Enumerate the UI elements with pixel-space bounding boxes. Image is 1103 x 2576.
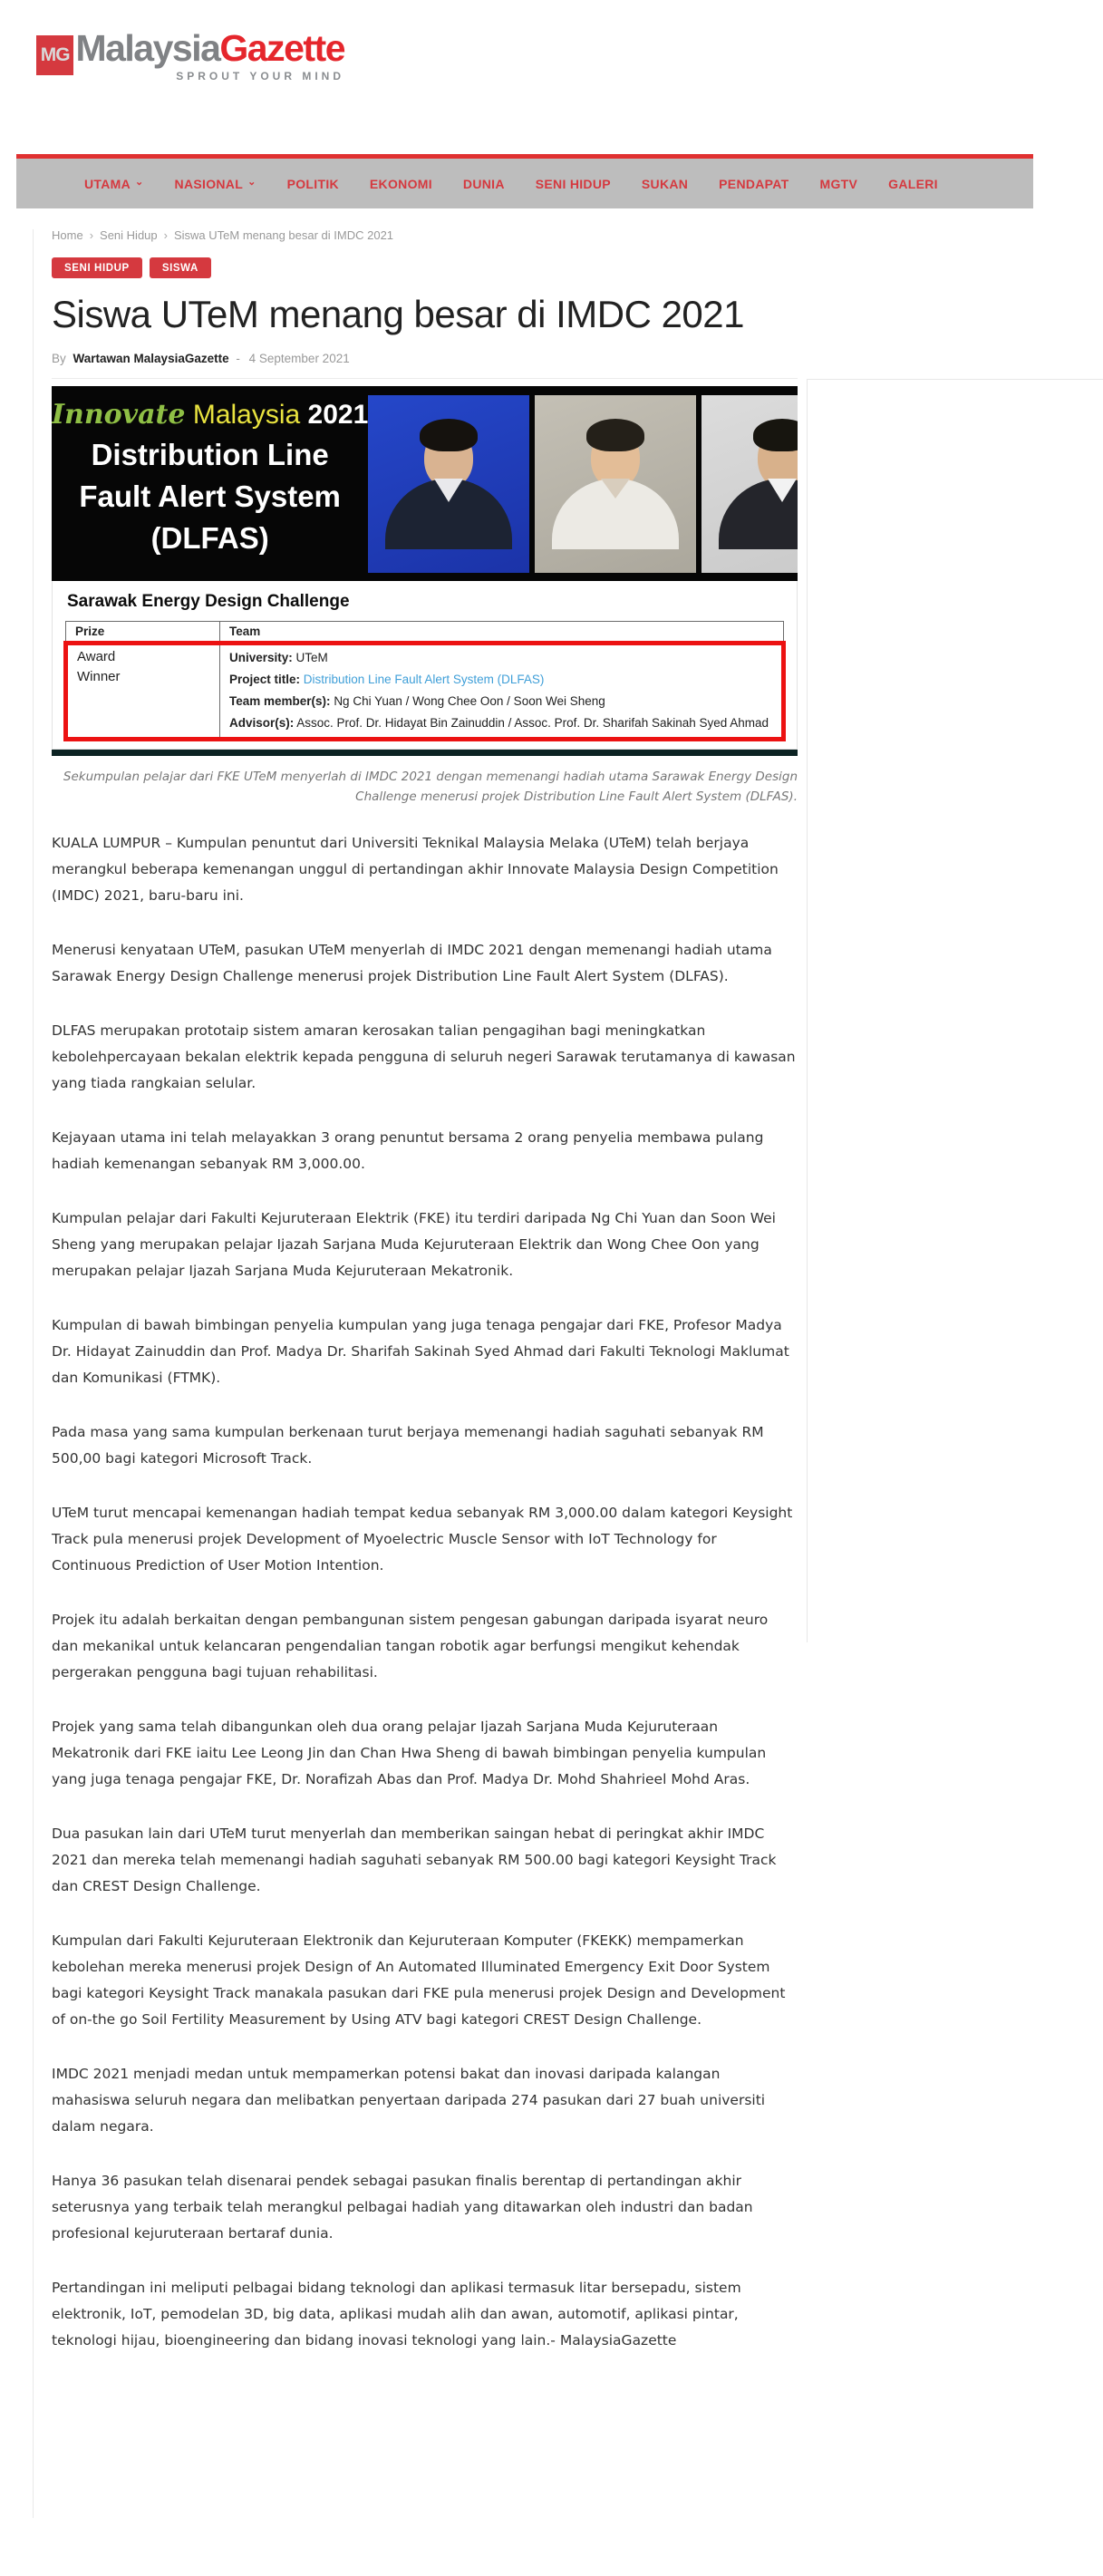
mg-logo-icon: [36, 35, 73, 75]
project-line-1: Distribution Line: [91, 437, 329, 471]
main-navigation: [16, 154, 1033, 208]
featured-image-banner: [52, 386, 798, 581]
chevron-down-icon: ⌄: [247, 177, 256, 188]
article-paragraph: Pada masa yang sama kumpulan berkenaan turut berjaya memenangi hadiah saguhati sebanyak RM 500,00 bagi kategori Microsoft Track.: [52, 1423, 764, 1467]
chevron-down-icon: ⌄: [135, 177, 144, 188]
nav-item-sukan[interactable]: SUKAN: [641, 176, 689, 191]
nav-item-galeri[interactable]: GALERI: [888, 176, 938, 191]
tag-siswa[interactable]: SISWA: [150, 257, 211, 278]
nav-item-politik[interactable]: POLITIK: [286, 176, 339, 191]
logo-initial-m: MG: [40, 44, 70, 65]
team-member-photo: [701, 395, 798, 573]
sidebar-widget-area: [807, 379, 1103, 1642]
project-line-2: Fault Alert System: [79, 479, 341, 513]
brand-name-red: Gazette: [219, 27, 344, 69]
article-paragraph: DLFAS merupakan prototaip sistem amaran kerosakan talian pengagihan bagi meningkatkan kebolehpercayaan bekalan elektrik kepada pengguna di seluruh negeri Sarawak terutamanya di kawasan yang tiada rangkaian selular.: [52, 1022, 796, 1092]
tag-list: [52, 257, 798, 278]
prize-value: Award Winner: [77, 648, 121, 684]
featured-image-bottom-strip: [52, 750, 798, 756]
article-paragraph: Hanya 36 pasukan telah disenarai pendek sebagai pasukan finalis berentap di pertandingan akhir seterusnya yang terbaik telah merangkul pelbagai hadiah yang ditawarkan oleh industri dan badan profesional kejuruteraan bertaraf dunia.: [52, 2172, 753, 2242]
nav-item-seni-hidup[interactable]: SENI HIDUP: [535, 176, 611, 191]
article-paragraph: Projek itu adalah berkaitan dengan pembangunan sistem pengesan gabungan daripada isyarat neuro dan mekanikal untuk kelancaran pengendalian tangan robotik agar berfungsi mengikut kehendak pergerakan pengguna bagi tujuan rehabilitasi.: [52, 1611, 769, 1680]
nav-item-nasional[interactable]: NASIONAL ⌄: [174, 176, 256, 191]
nav-item-dunia[interactable]: DUNIA: [462, 176, 505, 191]
article-paragraph: Projek yang sama telah dibangunkan oleh dua orang pelajar Ijazah Sarjana Muda Kejuruteraan Mekatronik dari FKE iaitu Lee Leong Jin dan Chan Hwa Sheng di bawah bimbingan penyelia kumpulan yang juga tenaga pengajar FKE, Dr. Norafizah Abas dan Prof. Madya Dr. Mohd Shahrieel Mohd Aras.: [52, 1718, 767, 1787]
challenge-result-panel: [52, 581, 798, 750]
breadcrumb-separator-icon: ›: [89, 228, 94, 242]
prize-table: [63, 621, 786, 741]
nav-item-utama[interactable]: UTAMA ⌄: [84, 176, 144, 191]
breadcrumb-seni-hidup[interactable]: Seni Hidup: [100, 228, 158, 242]
article-paragraph: IMDC 2021 menjadi medan untuk mempamerkan potensi bakat dan inovasi daripada kalangan mahasiswa seluruh negara dan melibatkan penyertaan daripada 274 pasukan dari 27 buah universiti dalam negara.: [52, 2065, 766, 2135]
page-title: Siswa UTeM menang besar di IMDC 2021: [52, 293, 745, 335]
team-project-title: Project title: Distribution Line Fault Alert System (DLFAS): [229, 672, 545, 686]
breadcrumb-home[interactable]: Home: [52, 228, 83, 242]
table-row: [66, 643, 784, 739]
article-paragraph: Menerusi kenyataan UTeM, pasukan UTeM menyerlah di IMDC 2021 dengan memenangi hadiah utama Sarawak Energy Design Challenge menerusi projek Distribution Line Fault Alert System (DLFAS).: [52, 942, 772, 985]
project-line-3: (DLFAS): [150, 520, 269, 555]
breadcrumb-current: Siswa UTeM menang besar di IMDC 2021: [173, 228, 394, 242]
site-tagline: SPROUT YOUR MIND: [176, 70, 344, 83]
article-body: [52, 830, 798, 2353]
tag-seni-hidup[interactable]: SENI HIDUP: [52, 257, 142, 278]
article-paragraph: Kejayaan utama ini telah melayakkan 3 orang penuntut bersama 2 orang penyelia membawa pulang hadiah kemenangan sebanyak RM 3,000.00.: [52, 1129, 764, 1173]
nav-item-mgtv[interactable]: MGTV: [819, 176, 858, 191]
prize-table-header-team: Team: [220, 621, 784, 643]
team-advisors: Advisor(s): Assoc. Prof. Dr. Hidayat Bin Zainuddin / Assoc. Prof. Dr. Sharifah Sakinah Syed Ahmad: [229, 716, 769, 731]
event-name-word: Malaysia: [192, 399, 301, 430]
team-university: University: UTeM: [229, 650, 328, 664]
team-member-photo: [368, 395, 529, 573]
author-link[interactable]: Wartawan MalaysiaGazette: [73, 351, 229, 365]
team-members: Team member(s): Ng Chi Yuan / Wong Chee Oon / Soon Wei Sheng: [229, 694, 605, 709]
team-photos: [368, 386, 798, 581]
article-paragraph: Pertandingan ini meliputi pelbagai bidang teknologi dan aplikasi termasuk litar bersepadu, sistem elektronik, IoT, pemodelan 3D, big data, aplikasi mudah alih dan awan, automotif, aplikasi pintar, teknologi hijau, bioengineering dan bidang inovasi teknologi yang lain.- MalaysiaGazette: [52, 2279, 741, 2348]
prize-table-header-prize: Prize: [66, 621, 220, 643]
brand-name-gray: Malaysia: [75, 27, 220, 69]
byline-prefix: By: [52, 351, 66, 365]
site-header: [0, 0, 1103, 154]
nav-item-ekonomi[interactable]: EKONOMI: [369, 176, 432, 191]
breadcrumb-separator-icon: ›: [163, 228, 168, 242]
article-content: [52, 228, 798, 2354]
site-title: [75, 27, 344, 70]
article-paragraph: Dua pasukan lain dari UTeM turut menyerlah dan memberikan saingan hebat di peringkat akhir IMDC 2021 dan mereka telah memenangi hadiah saguhati sebanyak RM 500.00 bagi kategori Keysight Track dan CREST Design Challenge.: [52, 1825, 777, 1894]
content-left-divider: [33, 229, 34, 2518]
project-name: [52, 434, 368, 560]
article-paragraph: Kumpulan dari Fakulti Kejuruteraan Elektronik dan Kejuruteraan Komputer (FKEKK) mempamerkan kebolehan mereka menerusi projek Design of An Automated Illuminated Emergency Exit Door System bagi kategori Keysight Track manakala pasukan dari FKE pula menerusi projek Design and Development of on-the go Soil Fertility Measurement by Using ATV bagi kategori CREST Design Challenge.: [52, 1932, 786, 2028]
featured-image: [52, 386, 798, 756]
breadcrumb: [52, 228, 798, 242]
challenge-title: Sarawak Energy Design Challenge: [67, 591, 350, 611]
site-logo[interactable]: [36, 27, 344, 82]
image-caption: Sekumpulan pelajar dari FKE UTeM menyerlah di IMDC 2021 dengan memenangi hadiah utama Sarawak Energy Design Challenge menerusi projek Distribution Line Fault Alert System (DLFAS).: [63, 769, 798, 804]
event-script-word: Innovate: [52, 398, 186, 431]
event-year: 2021: [307, 399, 369, 430]
article-paragraph: KUALA LUMPUR – Kumpulan penuntut dari Universiti Teknikal Malaysia Melaka (UTeM) telah berjaya merangkul beberapa kemenangan unggul di pertandingan akhir Innovate Malaysia Design Competition (IMDC) 2021, baru-baru ini.: [52, 835, 779, 905]
article-paragraph: Kumpulan pelajar dari Fakulti Kejuruteraan Elektrik (FKE) itu terdiri daripada Ng Chi Yuan dan Soon Wei Sheng yang merupakan pelajar Ijazah Sarjana Muda Kejuruteraan Elektrik dan Wong Chee Oon yang merupakan pelajar Ijazah Sarjana Muda Kejuruteraan Mekatronik.: [52, 1210, 776, 1280]
article-paragraph: UTeM turut mencapai kemenangan hadiah tempat kedua sebanyak RM 3,000.00 dalam kategori Keysight Track pula menerusi projek Development of Myoelectric Muscle Sensor with IoT Technology for Continuous Prediction of User Motion Intention.: [52, 1504, 793, 1574]
publish-date: 4 September 2021: [248, 351, 350, 365]
nav-item-pendapat[interactable]: PENDAPAT: [719, 176, 789, 191]
byline-separator: -: [236, 351, 240, 365]
event-title: [52, 399, 368, 431]
byline: [52, 352, 798, 379]
team-member-photo: [535, 395, 696, 573]
article-paragraph: Kumpulan di bawah bimbingan penyelia kumpulan yang juga tenaga pengajar dari FKE, Profesor Madya Dr. Hidayat Zainuddin dan Prof. Madya Dr. Sharifah Sakinah Syed Ahmad dari Fakulti Teknologi Maklumat dan Komunikasi (FTMK).: [52, 1317, 789, 1386]
